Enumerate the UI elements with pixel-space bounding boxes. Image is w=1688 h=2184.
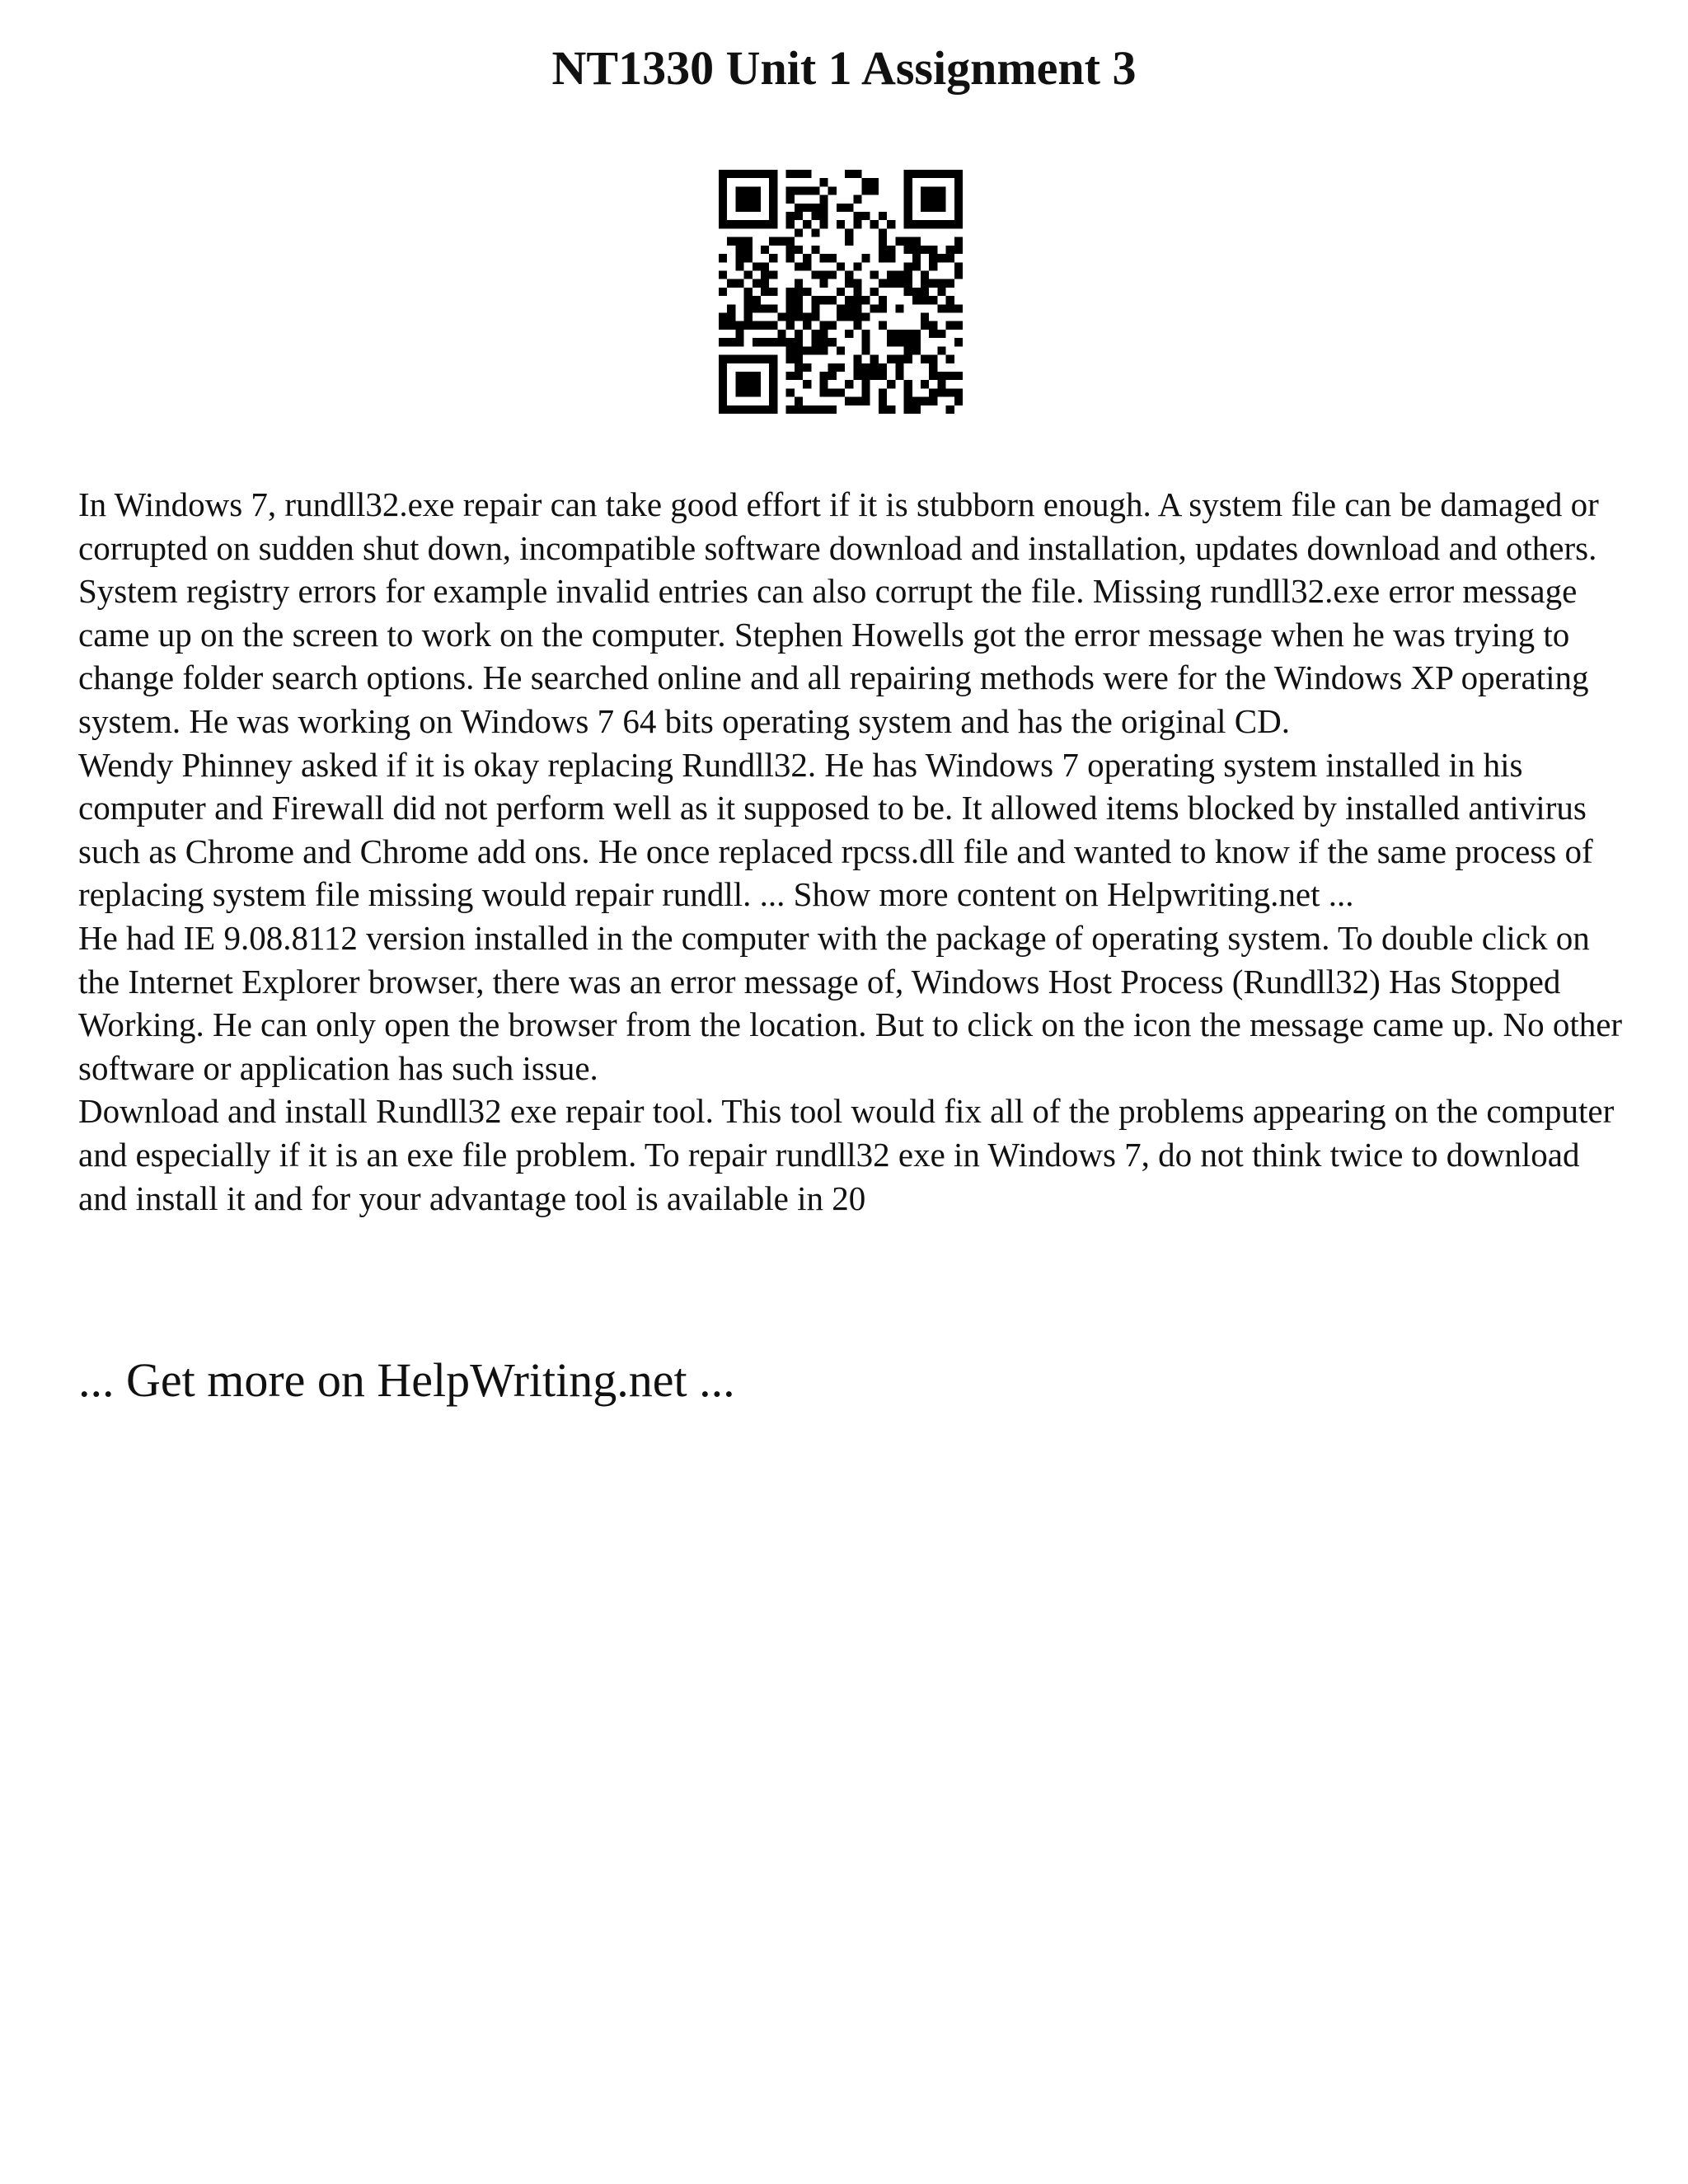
get-more-link[interactable]: ... Get more on HelpWriting.net ... xyxy=(78,1353,735,1407)
article-body xyxy=(78,483,1628,1220)
paragraph: He had IE 9.08.8112 version installed in the computer with the package of operating system. To double click on the Internet Explorer browser, there was an error message of, Windows Host Process (Rundll32) Has Stopped Working. He can only open the browser from the location. But to click on the icon the message came up. No other software or application has such issue. xyxy=(78,918,1623,1087)
paragraph: In Windows 7, rundll32.exe repair can take good effort if it is stubborn enough. A system file can be damaged or corrupted on sudden shut down, incompatible software download and installation, updates download and others. System registry errors for example invalid entries can also corrupt the file. Missing rundll32.exe error message came up on the screen to work on the computer. Stephen Howells got the error message when he was trying to change folder search options. He searched online and all repairing methods were for the Windows XP operating system. He was working on Windows 7 64 bits operating system and has the original CD. xyxy=(78,485,1599,740)
document-title: NT1330 Unit 1 Assignment 3 xyxy=(551,41,1137,95)
paragraph: Download and install Rundll32 exe repair tool. This tool would fix all of the problems appearing on the computer and especially if it is an exe file problem. To repair rundll32 exe in Windows 7, do not think twice to download and install it and for your advantage tool is available in 20 xyxy=(78,1092,1615,1217)
paragraph: Wendy Phinney asked if it is okay replacing Rundll32. He has Windows 7 operating system installed in his computer and Firewall did not perform well as it supposed to be. It allowed items blocked by installed antivirus such as Chrome and Chrome add ons. He once replaced rpcss.dll file and wanted to know if the same process of replacing system file missing would repair rundll. ... Show more content on Helpwriting.net ... xyxy=(78,745,1593,914)
qr-code-icon xyxy=(719,170,963,414)
